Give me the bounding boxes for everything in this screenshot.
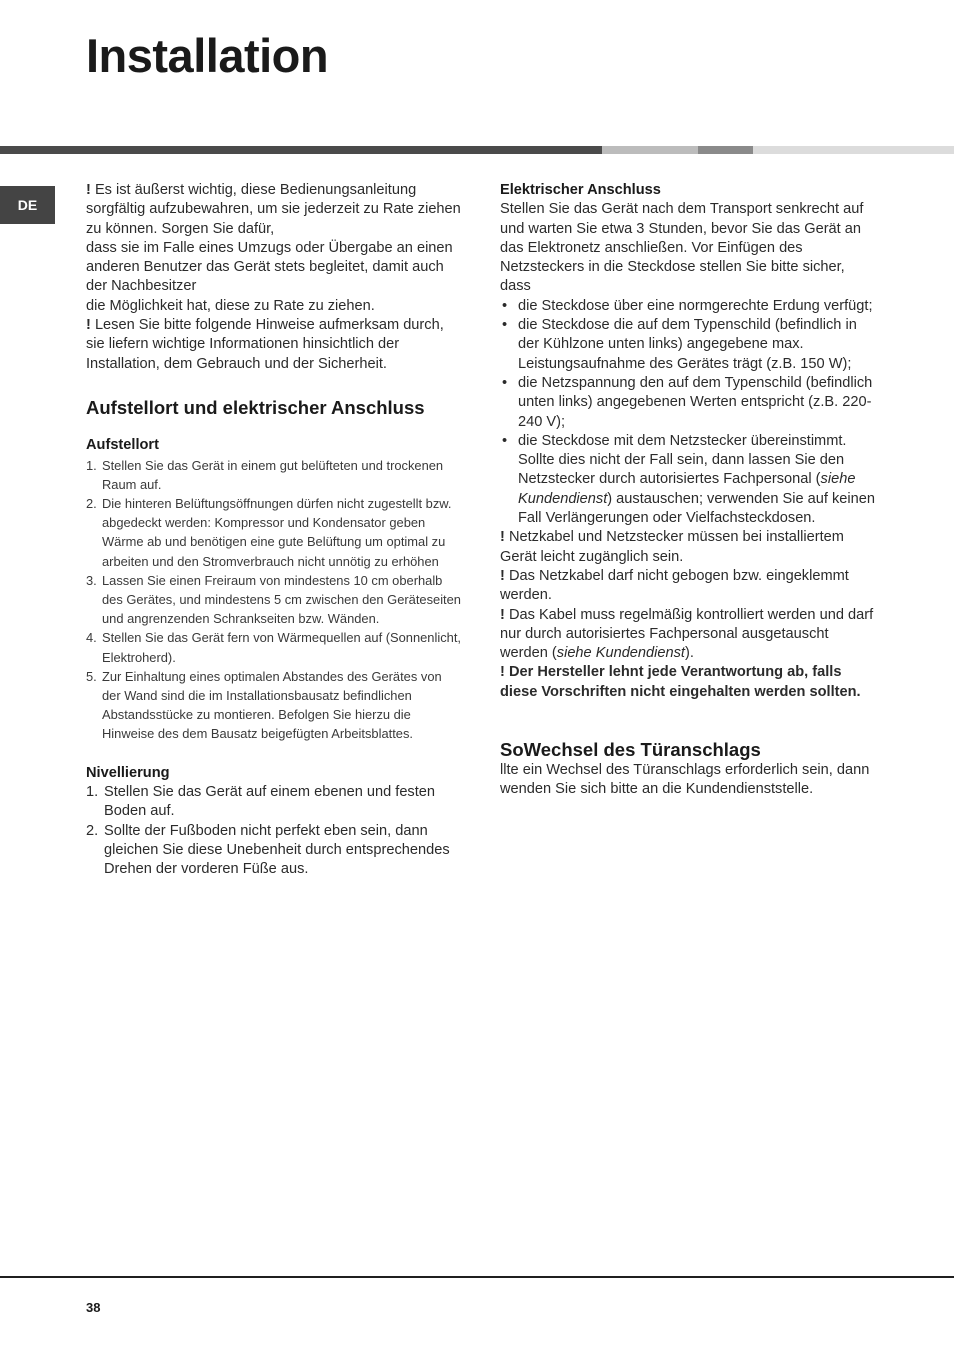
subheading-leveling: Nivellierung: [86, 764, 170, 781]
bullet-icon: •: [502, 432, 508, 449]
warning-mark: !: [86, 182, 91, 198]
list-item: [86, 456, 461, 494]
list-item: [500, 432, 875, 528]
header-bar-light: [602, 146, 698, 154]
warning-mark: !: [500, 664, 505, 681]
electrical-intro: Stellen Sie das Gerät nach dem Transport senkrecht auf und warten Sie etwa 3 Stunden, bevor Sie das Gerät an das Elektronetz anschließen. Vor Einfügen des Netzsteckers in die Steckdose stellen Sie bitte sicher, dass: [500, 201, 864, 295]
left-column: [86, 181, 461, 879]
list-item: [500, 374, 875, 432]
warning-text: Das Netzkabel darf nicht gebogen bzw. eingeklemmt werden.: [500, 567, 849, 604]
warning-mark: !: [500, 567, 505, 584]
list-text-end: ) austauschen; verwenden Sie auf keinen Fall Verlängerungen oder Vielfachsteckdosen.: [518, 490, 875, 527]
list-text: Zur Einhaltung eines optimalen Abstandes des Gerätes von der Wand sind die im Installationsbausatz befindlichen Abstandsstücke zu montieren. Befolgen Sie hierzu die Hinweise des dem Bausatz beigefügten Arbeitsblattes.: [102, 668, 442, 742]
list-text: die Steckdose mit dem Netzstecker übereinstimmt. Sollte dies nicht der Fall sein, dann lassen Sie den Netzstecker durch autorisiertes Fachpersonal (: [518, 432, 847, 488]
right-column: [500, 181, 875, 800]
list-item: [86, 628, 461, 666]
list-number: 1.: [86, 783, 99, 800]
page-number: 38: [86, 1300, 101, 1315]
header-bar-dark: [0, 146, 602, 154]
list-number: 2.: [86, 822, 99, 839]
list-item: [86, 494, 461, 571]
placement-list: [86, 456, 461, 744]
bullet-icon: •: [502, 297, 508, 314]
list-number: 3.: [86, 572, 97, 588]
list-item: [86, 822, 461, 880]
list-text: Stellen Sie das Gerät in einem gut belüfteten und trockenen Raum auf.: [102, 457, 444, 492]
warning-2: [500, 567, 875, 606]
footer-rule: [0, 1276, 954, 1278]
list-item: [500, 316, 875, 374]
warning-1: [500, 528, 875, 567]
header-bar-mid: [698, 146, 753, 154]
list-text: Die hinteren Belüftungsöffnungen dürfen nicht zugestellt bzw. abgedeckt werden: Kompressor und Kondensator geben Wärme ab und benötigen eine gute Belüftung um optimal zu arbeiten und den Stromverbrauch nicht unnötig zu erhöhen: [102, 495, 452, 569]
list-text: die Netzspannung den auf dem Typenschild (befindlich unten links) angegebenen Werten entspricht (z.B. 220-240 V);: [518, 374, 873, 430]
list-text: Stellen Sie das Gerät fern von Wärmequellen auf (Sonnenlicht, Elektroherd).: [102, 630, 461, 665]
list-item: [86, 571, 461, 629]
intro-text-1c: die Möglichkeit hat, diese zu Rate zu ziehen.: [86, 297, 375, 314]
list-text: Stellen Sie das Gerät auf einem ebenen und festen Boden auf.: [104, 783, 436, 820]
cross-reference: siehe Kundendienst: [556, 645, 685, 662]
list-number: 4.: [86, 630, 97, 646]
list-number: 2.: [86, 495, 97, 511]
page-title: Installation: [86, 29, 329, 82]
list-item: [86, 667, 461, 744]
subheading-placement: Aufstellort: [86, 437, 159, 454]
leveling-list: [86, 783, 461, 879]
subheading-electrical: Elektrischer Anschluss: [500, 182, 661, 198]
warning-mark: !: [86, 317, 91, 334]
intro-paragraph-1: [86, 181, 461, 239]
list-text: Lassen Sie einen Freiraum von mindestens 10 cm oberhalb des Gerätes, und mindestens 5 cm zwischen den Geräteseiten und angrenzenden Schrankseiten bzw. Wänden.: [102, 572, 461, 627]
list-text: die Steckdose die auf dem Typenschild (befindlich in der Kühlzone unten links) angegebene max. Leistungsaufnahme des Gerätes trägt (z.B. 150 W);: [518, 317, 857, 372]
section-heading-door: SoWechsel des Türanschlags: [500, 739, 761, 761]
bullet-icon: •: [502, 317, 508, 334]
intro-text-1a: Es ist äußerst wichtig, diese Bedienungsanleitung sorgfältig aufzubewahren, um sie jederzeit zu Rate ziehen zu können. Sorgen Sie dafür,: [86, 182, 461, 237]
electrical-checklist: [500, 297, 875, 529]
door-text: llte ein Wechsel des Türanschlags erforderlich sein, dann wenden Sie sich bitte an die Kundendienststelle.: [500, 762, 870, 798]
warning-text-end: ).: [684, 645, 694, 662]
language-tab: DE: [0, 186, 55, 224]
intro-text-1b: dass sie im Falle eines Umzugs oder Übergabe an einen anderen Benutzer das Gerät stets begleitet, damit auch der Nachbesitzer: [86, 239, 453, 295]
warning-mark: !: [500, 606, 505, 623]
list-text: Sollte der Fußboden nicht perfekt eben sein, dann gleichen Sie diese Unebenheit durch entsprechendes Drehen der vorderen Füße aus.: [104, 822, 450, 878]
header-bar-pale: [753, 146, 954, 154]
list-number: 5.: [86, 668, 97, 684]
bullet-icon: •: [502, 374, 508, 391]
warning-3: [500, 606, 875, 664]
warning-text: Der Hersteller lehnt jede Verantwortung ab, falls diese Vorschriften nicht eingehalten werden sollten.: [500, 664, 861, 700]
list-text: die Steckdose über eine normgerechte Erdung verfügt;: [518, 297, 873, 314]
warning-text: Netzkabel und Netzstecker müssen bei installiertem Gerät leicht zugänglich sein.: [500, 529, 844, 565]
warning-text: Das Kabel muss regelmäßig kontrolliert werden und darf nur durch autorisiertes Fachpersonal ausgetauscht werden (: [500, 606, 874, 662]
list-number: 1.: [86, 457, 97, 473]
intro-text-2: Lesen Sie bitte folgende Hinweise aufmerksam durch, sie liefern wichtige Informationen hinsichtlich der Installation, dem Gebrauch und der Sicherheit.: [86, 317, 444, 372]
list-item: [500, 297, 875, 316]
intro-paragraph-2: [86, 316, 461, 374]
list-item: [86, 783, 461, 822]
warning-mark: !: [500, 529, 505, 546]
cross-reference: siehe Kundendienst: [518, 471, 856, 507]
warning-4: [500, 663, 875, 702]
section-heading-setup: Aufstellort und elektrischer Anschluss: [86, 396, 425, 418]
